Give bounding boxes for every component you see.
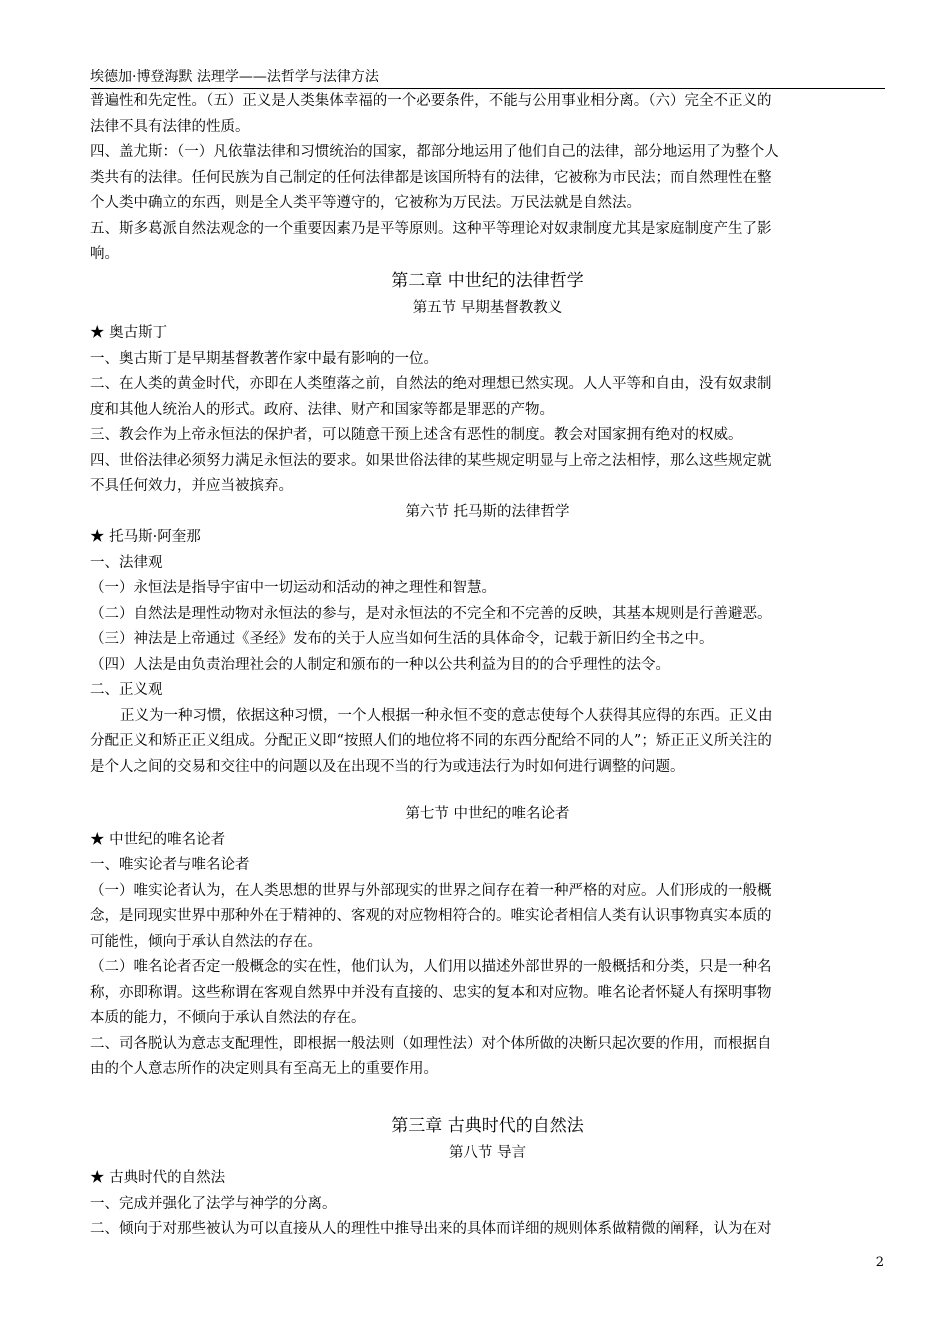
paragraph-line: 本质的能力，不倾向于承认自然法的存在。 (90, 1010, 366, 1026)
paragraph-line: 由的个人意志所作的决定则具有至高无上的重要作用。 (90, 1061, 438, 1077)
paragraph-line: （一）永恒法是指导宇宙中一切运动和活动的神之理性和智慧。 (90, 580, 496, 596)
chapter-title: 第二章 中世纪的法律哲学 (391, 270, 584, 291)
paragraph-line: 二、司各脱认为意志支配理性，即根据一般法则（如理性法）对个体所做的决断只起次要的作用，而根据自 (90, 1035, 772, 1052)
star-heading: ★ 中世纪的唯名论者 (90, 831, 226, 848)
paragraph-line: 普遍性和先定性。（五）正义是人类集体幸福的一个必要条件，不能与公用事业相分离。（六）完全不正义的 (90, 93, 772, 109)
star-heading: ★ 奥古斯丁 (90, 325, 168, 341)
paragraph-line: 类共有的法律。任何民族为自己制定的任何法律都是该国所特有的法律，它被称为市民法；而自然理性在整 (90, 169, 772, 186)
paragraph-line: （二）唯名论者否定一般概念的实在性，他们认为，人们用以描述外部世界的一般概括和分类，只是一种名 (90, 959, 772, 975)
paragraph-line: （四）人法是由负责治理社会的人制定和颁布的一种以公共利益为目的的合乎理性的法令。 (90, 656, 670, 673)
paragraph-line: 法律不具有法律的性质。 (90, 118, 250, 135)
section-title: 第八节 导言 (448, 1144, 527, 1161)
paragraph-line: 度和其他人统治人的形式。政府、法律、财产和国家等都是罪恶的产物。 (90, 401, 554, 418)
subheading: 一、唯实论者与唯名论者 (90, 857, 250, 873)
paragraph-line: （三）神法是上帝通过《圣经》发布的关于人应当如何生活的具体命令，记载于新旧约全书之中。 (90, 631, 714, 647)
paragraph-line: 响。 (90, 246, 119, 262)
star-heading: ★ 托马斯·阿奎那 (90, 529, 201, 545)
paragraph-line: 分配正义和矫正正义组成。分配正义即“按照人们的地位将不同的东西分配给不同的人”；矫正正义所关注的 (90, 733, 772, 749)
paragraph-line: 四、盖尤斯：（一）凡依靠法律和习惯统治的国家，都部分地运用了他们自己的法律，部分地运用了为整个人 (90, 144, 779, 160)
section-title: 第五节 早期基督教教义 (412, 299, 563, 316)
paragraph-line: 四、世俗法律必须努力满足永恒法的要求。如果世俗法律的某些规定明显与上帝之法相悖，那么这些规定就 (90, 452, 772, 469)
paragraph-line: 不具任何效力，并应当被摈弃。 (90, 478, 293, 494)
paragraph-line: （一）唯实论者认为，在人类思想的世界与外部现实的世界之间存在着一种严格的对应。人们形成的一般概 (90, 882, 772, 899)
paragraph-line: 三、教会作为上帝永恒法的保护者，可以随意干预上述含有恶性的制度。教会对国家拥有绝对的权威。 (90, 427, 743, 443)
paragraph-line: 二、倾向于对那些被认为可以直接从人的理性中推导出来的具体而详细的规则体系做精微的阐释，认为在对 (90, 1221, 772, 1237)
paragraph-line: 个人类中确立的东西，则是全人类平等遵守的，它被称为万民法。万民法就是自然法。 (90, 195, 641, 211)
chapter-title: 第三章 古典时代的自然法 (391, 1115, 584, 1136)
document-body (90, 89, 885, 1243)
paragraph-line: （二）自然法是理性动物对永恒法的参与，是对永恒法的不完全和不完善的反映，其基本规则是行善避恶。 (90, 605, 772, 622)
star-heading: ★ 古典时代的自然法 (90, 1170, 226, 1186)
page-number: 2 (875, 1255, 884, 1270)
blank-line (90, 1083, 885, 1113)
subheading: 二、正义观 (90, 682, 163, 698)
paragraph-line: 念，是同现实世界中那种外在于精神的、客观的对应物相符合的。唯实论者相信人类有认识事物真实本质的 (90, 908, 772, 924)
subheading: 一、法律观 (90, 554, 163, 571)
paragraph-line: 五、斯多葛派自然法观念的一个重要因素乃是平等原则。这种平等理论对奴隶制度尤其是家庭制度产生了影 (90, 220, 772, 237)
section-title: 第六节 托马斯的法律哲学 (405, 503, 570, 520)
paragraph-line: 称，亦即称谓。这些称谓在客观自然界中并没有直接的、忠实的复本和对应物。唯名论者怀疑人有探明事物 (90, 984, 772, 1001)
paragraph-line: 是个人之间的交易和交往中的问题以及在出现不当的行为或违法行为时如何进行调整的问题。 (90, 758, 685, 775)
paragraph-line: 正义为一种习惯，依据这种习惯，一个人根据一种永恒不变的意志使每个人获得其应得的东西。正义由 (120, 707, 773, 724)
section-title: 第七节 中世纪的唯名论者 (405, 806, 570, 822)
paragraph-line: 二、在人类的黄金时代，亦即在人类堕落之前，自然法的绝对理想已然实现。人人平等和自由，没有奴隶制 (90, 376, 772, 392)
blank-line (90, 780, 885, 802)
paragraph-line: 一、奥古斯丁是早期基督教著作家中最有影响的一位。 (90, 350, 438, 367)
paragraph-line: 可能性，倾向于承认自然法的存在。 (90, 933, 322, 950)
page-header: 埃德加·博登海默 法理学——法哲学与法律方法 (90, 66, 885, 89)
paragraph-line: 一、完成并强化了法学与神学的分离。 (90, 1195, 337, 1212)
